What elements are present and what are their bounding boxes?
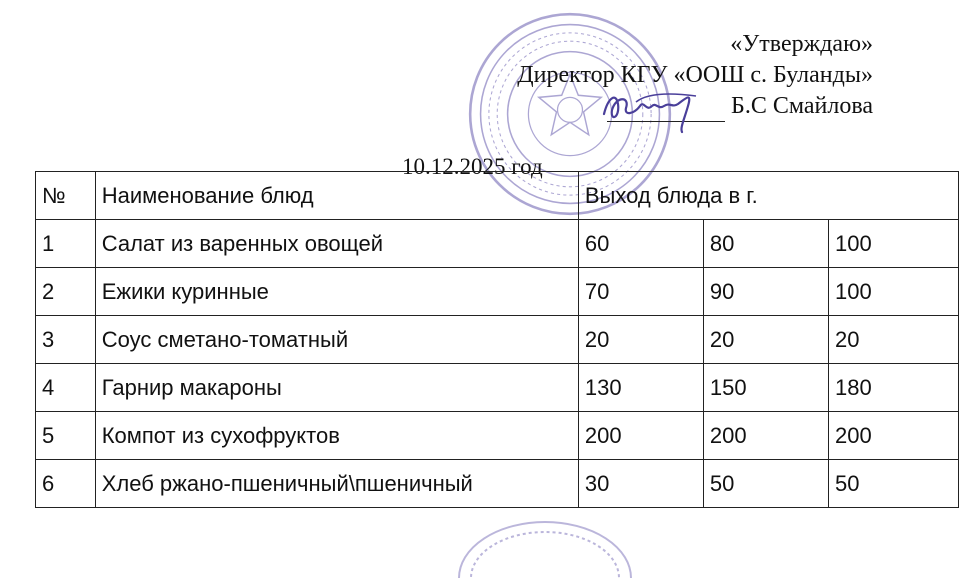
table-row	[36, 460, 959, 508]
row-dish-name: Ежики куринные	[95, 268, 578, 316]
row-output-2: 80	[703, 220, 828, 268]
row-output-2: 200	[703, 412, 828, 460]
row-number: 6	[36, 460, 96, 508]
row-number: 4	[36, 364, 96, 412]
signer-name: Б.С Смайлова	[731, 93, 873, 119]
bottom-seal-stamp-icon	[455, 518, 635, 578]
table-row	[36, 364, 959, 412]
row-dish-name: Хлеб ржано-пшеничный\пшеничный	[95, 460, 578, 508]
document-date: 10.12.2025 год	[402, 154, 543, 179]
table-row	[36, 268, 959, 316]
row-output-3: 100	[828, 220, 958, 268]
header-output: Выход блюда в г.	[578, 172, 958, 220]
handwritten-signature-icon	[596, 84, 706, 134]
menu-table	[35, 171, 959, 508]
approve-label: «Утверждаю»	[730, 31, 873, 57]
row-output-1: 60	[578, 220, 703, 268]
row-dish-name: Гарнир макароны	[95, 364, 578, 412]
table-row	[36, 412, 959, 460]
row-output-3: 50	[828, 460, 958, 508]
row-output-2: 50	[703, 460, 828, 508]
row-output-1: 130	[578, 364, 703, 412]
row-output-2: 90	[703, 268, 828, 316]
row-output-1: 70	[578, 268, 703, 316]
row-number: 1	[36, 220, 96, 268]
row-output-1: 20	[578, 316, 703, 364]
table-row	[36, 316, 959, 364]
director-line: Директор КГУ «ООШ с. Буланды»	[517, 62, 873, 88]
row-dish-name: Салат из варенных овощей	[95, 220, 578, 268]
row-number: 2	[36, 268, 96, 316]
row-dish-name: Соус сметано-томатный	[95, 316, 578, 364]
row-output-1: 30	[578, 460, 703, 508]
row-output-3: 20	[828, 316, 958, 364]
row-output-3: 200	[828, 412, 958, 460]
table-header-row	[36, 172, 959, 220]
row-output-2: 150	[703, 364, 828, 412]
row-dish-name: Компот из сухофруктов	[95, 412, 578, 460]
row-output-3: 180	[828, 364, 958, 412]
row-output-3: 100	[828, 268, 958, 316]
header-number: №	[36, 172, 96, 220]
row-number: 5	[36, 412, 96, 460]
table-row	[36, 220, 959, 268]
row-output-1: 200	[578, 412, 703, 460]
row-output-2: 20	[703, 316, 828, 364]
header-dish-name: Наименование блюд	[95, 172, 578, 220]
row-number: 3	[36, 316, 96, 364]
